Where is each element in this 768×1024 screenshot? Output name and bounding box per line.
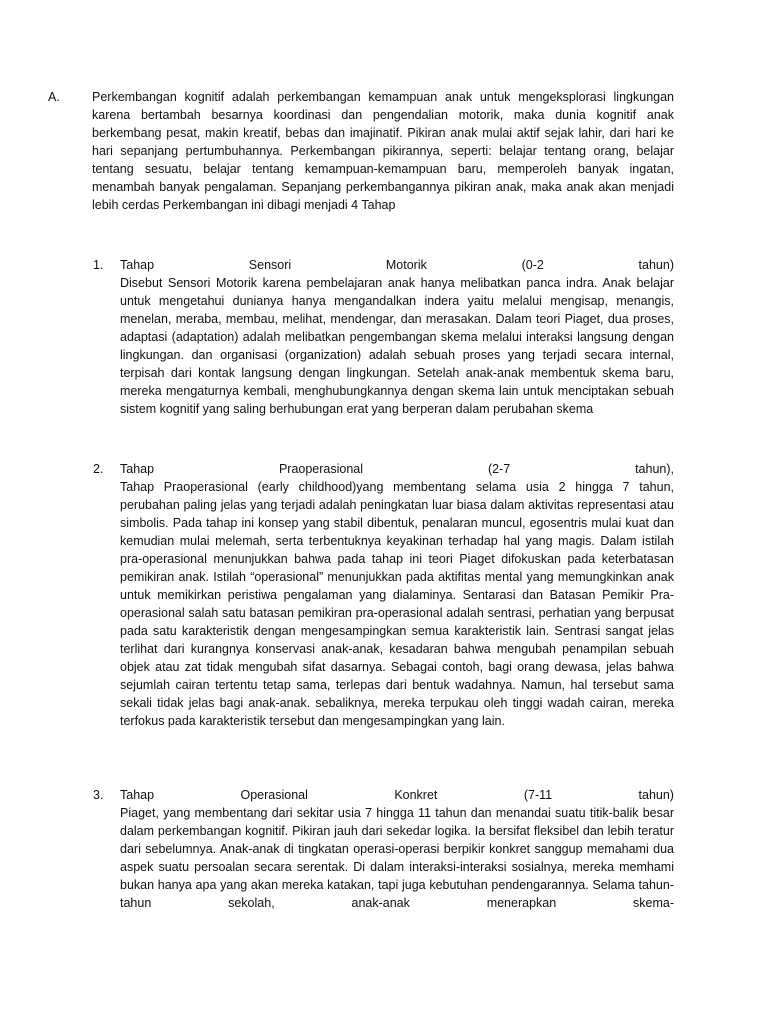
stage-3-heading-word: Konkret [394,788,438,802]
stage-3-heading-word: Tahap [120,788,155,802]
stage-3-heading [120,786,674,804]
stage-3-heading-word: (7-11 [523,788,553,802]
intro-paragraph: Perkembangan kognitif adalah perkembangan kemampuan anak untuk mengeksplorasi lingkungan karena bertambah besarnya koordinasi dan pengendalian motorik, maka dunia kognitif anak berkembang pesat, makin kreatif, bebas dan imajinatif. Pikiran anak mulai aktif sejak lahir, dari hari ke hari sepanjang pertumbuhannya. Perkembangan pikirannya, seperti: belajar tentang orang, belajar tentang sesuatu, belajar tentang kemampuan-kemampuan baru, memperoleh banyak ingatan, menambah banyak pengalaman. Sepanjang perkembangannya pikiran anak, maka anak akan menjadi lebih cerdas Perkembangan ini dibagi menjadi 4 Tahap [92,90,674,212]
stage-1-heading-word: tahun) [638,258,674,272]
stage-3-number: 3. [93,788,104,802]
stage-1-heading [120,256,674,274]
stage-1-number: 1. [93,258,104,272]
stage-3-body: Piaget, yang membentang dari sekitar usia 7 hingga 11 tahun dan menandai suatu titik-balik besar dalam perkembangan kognitif. Pikiran jauh dari sekedar logika. Ia bersifat fleksibel dan lebih teratur dari sebelumnya. Anak-anak di tingkatan operasi-operasi berpikir konkret sanggup memahami dua aspek suatu persoalan secara serentak. Di dalam interaksi-interaksi sosialnya, mereka memhami bukan hanya apa yang akan mereka katakan, tapi juga kebutuhan pendengarannya. Selama tahun-tahun sekolah, anak-anak menerapkan skema- [120,806,674,910]
stage-2-heading-word: tahun), [635,462,674,476]
stage-3-heading-word: Operasional [240,788,308,802]
stage-1-heading-word: Motorik [385,258,427,272]
stage-3-heading-word: tahun) [638,788,674,802]
stage-2-heading [120,460,674,478]
stage-2-heading-word: (2-7 [487,462,511,476]
stage-2-body: Tahap Praoperasional (early childhood)yang membentang selama usia 2 hingga 7 tahun, perubahan paling jelas yang terjadi adalah peningkatan luar biasa dalam aktivitas representasi atau simbolis. Pada tahap ini konsep yang stabil dibentuk, penalaran muncul, egosentris mulai kuat dan kemudian mulai melemah, serta terbentuknya keyakinan terhadap hal yang magis. Dalam istilah pra-operasional menunjukkan bahwa pada tahap ini teori Piaget difokuskan pada keterbatasan pemikiran anak. Istilah “operasional” menunjukkan pada aktifitas mental yang memungkinkan anak untuk memikirkan peristiwa pengalaman yang dialaminya. Sentarasi dan Batasan Pemikir Pra-operasional salah satu batasan pemikiran pra-operasional adalah sentrasi, perhatian yang berpusat pada satu karakteristik dengan mengesampingkan semua karakteristik lain. Sentrasi sangat jelas terlihat dari kurangnya konservasi anak-anak, kesadaran bahwa mengubah penampilan sebuah objek atau zat tidak mengubah sifat dasarnya. Sebagai contoh, bagi orang dewasa, jelas bahwa sejumlah cairan tertentu tetap sama, terlepas dari bentuk wadahnya. Namun, hal tersebut sama sekali tidak jelas bagi anak-anak. sebaliknya, mereka terpukau oleh tinggi wadah cairan, mereka terfokus pada karakteristik tersebut dan mengesampingkan yang lain. [120,480,674,728]
stage-1-heading-word: Tahap [120,258,155,272]
stage-2-number: 2. [93,462,104,476]
stage-1-heading-word: (0-2 [521,258,544,272]
stage-1-heading-word: Sensori [248,258,292,272]
stage-1-body: Disebut Sensori Motorik karena pembelajaran anak hanya melibatkan panca indra. Anak belajar untuk mengetahui dunianya hanya mengandalkan indera yaitu melalui mengisap, menangis, menelan, meraba, membau, melihat, mendengar, dan merasakan. Dalam teori Piaget, dua proses, adaptasi (adaptation) adalah melibatkan pengembangan skema melalui interaksi langsung dengan lingkungan. dan organisasi (organization) adalah sebuah proses yang terjadi secara internal, terpisah dari kontak langsung dengan lingkungan. Setelah anak-anak membentuk skema baru, mereka mengaturnya kembali, menghubungkannya dengan skema lain untuk menciptakan sebuah sistem kognitif yang saling berhubungan erat yang berperan dalam perubahan skema [120,276,674,416]
stage-2-heading-word: Tahap [120,462,155,476]
section-letter: A. [48,90,60,104]
stage-2-heading-word: Praoperasional [278,462,364,476]
